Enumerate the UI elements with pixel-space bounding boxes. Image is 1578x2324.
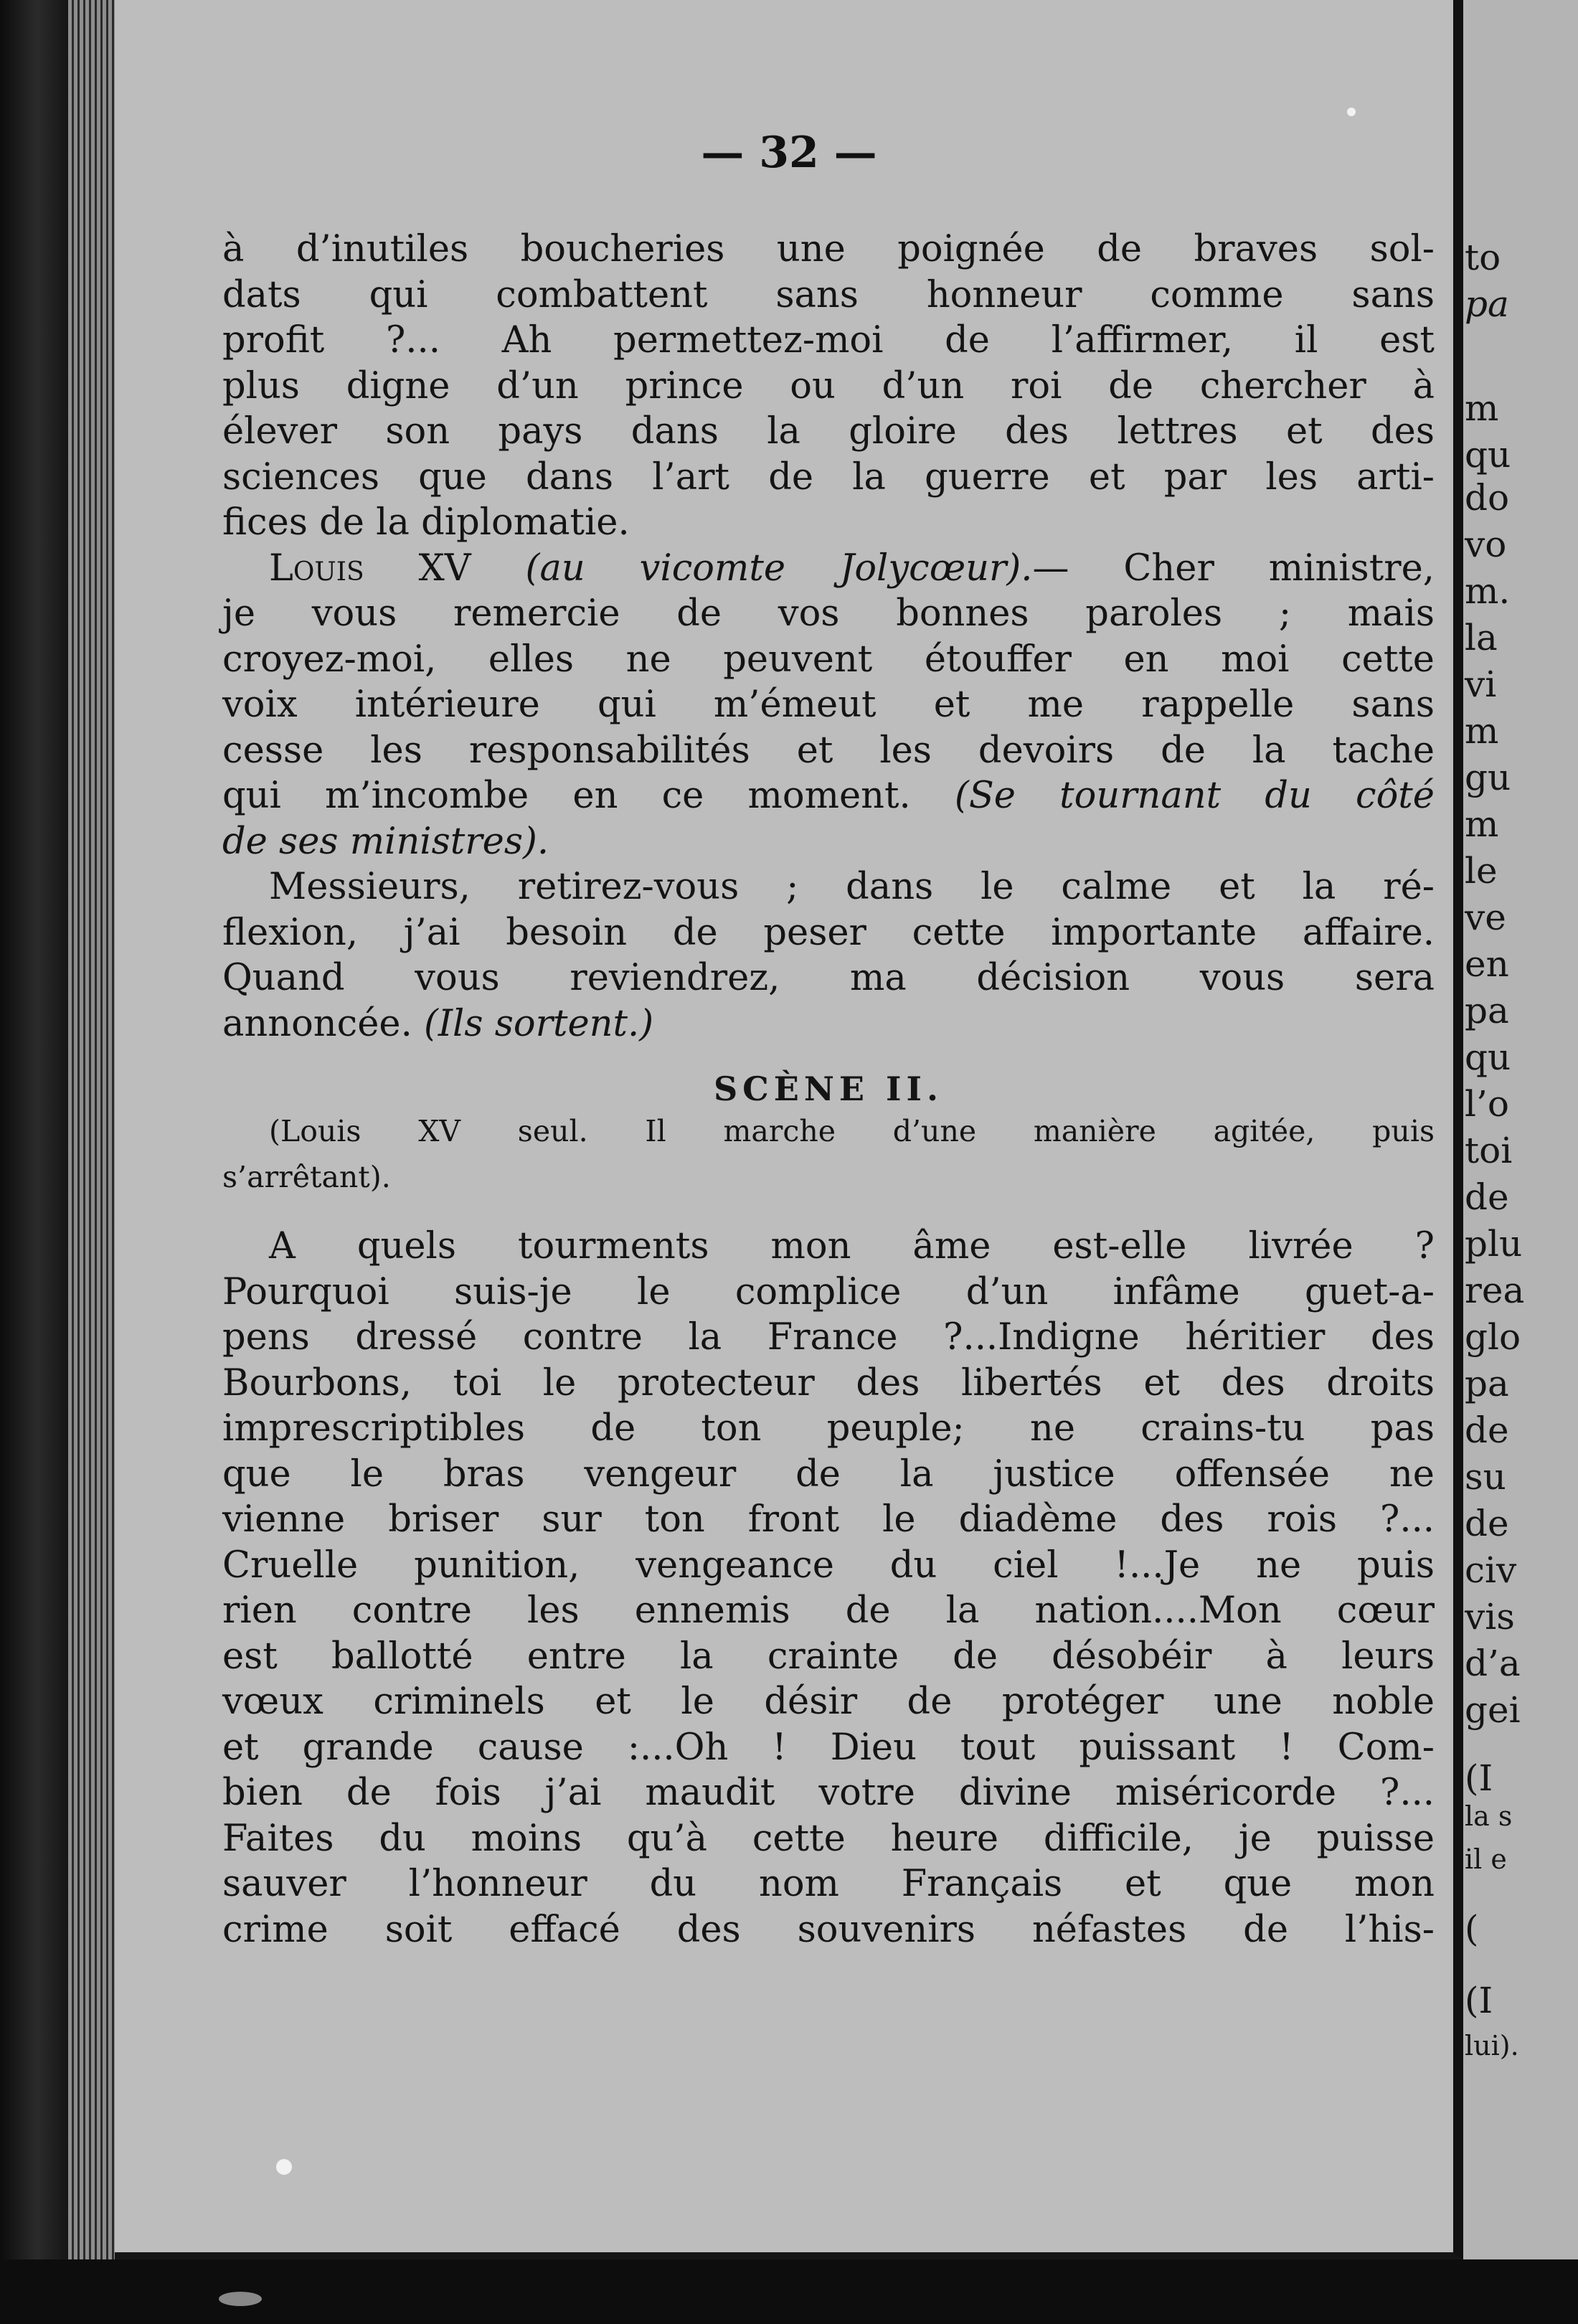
text-line: flexion, j’ai besoin de peser cette importante affaire.	[222, 911, 1435, 954]
scene-heading: SCÈNE II.	[713, 1069, 944, 1108]
next-page-text-fragment: en	[1465, 943, 1509, 985]
next-page-text-fragment: m	[1465, 710, 1499, 752]
stage-direction-inline: (au vicomte Jolycœur).	[525, 547, 1033, 590]
next-page-text-fragment: qu	[1465, 434, 1511, 476]
text-line: croyez-moi, elles ne peuvent étouffer en moi cette	[222, 638, 1435, 681]
text-fragment: qui m’incombe en ce moment.	[222, 775, 911, 817]
text-line: Pourquoi suis-je le complice d’un infâme guet-a-	[222, 1270, 1435, 1313]
next-page-text-fragment: de	[1465, 1409, 1509, 1451]
next-page-text-fragment: gei	[1465, 1689, 1521, 1731]
scan-speck	[1347, 108, 1356, 116]
next-page-text-fragment: pa	[1465, 1363, 1509, 1404]
text-line: et grande cause :...Oh ! Dieu tout puissant ! Com-	[222, 1726, 1435, 1769]
text-line: fices de la diplomatie.	[222, 501, 630, 544]
text-line: à d’inutiles boucheries une poignée de braves sol-	[222, 228, 1435, 270]
next-page-text-fragment: la	[1465, 617, 1498, 658]
page-number: — 32 —	[701, 128, 877, 178]
next-page-text-fragment: do	[1465, 477, 1510, 519]
text-line: bien de fois j’ai maudit votre divine miséricorde ?...	[222, 1772, 1435, 1814]
next-page-text-fragment: rea	[1465, 1270, 1525, 1311]
next-page-text-fragment: su	[1465, 1456, 1506, 1498]
paragraph-messieurs	[222, 864, 1435, 1047]
next-page-text-fragment: civ	[1465, 1549, 1517, 1591]
stage-direction-inline: (Ils sortent.)	[424, 1002, 654, 1045]
text-line: vienne briser sur ton front le diadème des rois ?...	[222, 1498, 1435, 1541]
next-page-text-fragment: vis	[1465, 1596, 1515, 1638]
stage-direction-inline: de ses ministres).	[222, 820, 549, 863]
next-page-text-fragment: toi	[1465, 1130, 1513, 1171]
text-line: crime soit effacé des souvenirs néfastes de l’his-	[222, 1908, 1435, 1951]
next-page-text-fragment: m.	[1465, 570, 1511, 612]
paragraph-continuation	[222, 227, 1435, 546]
page-body	[222, 227, 1435, 1952]
next-page-text-fragment: de	[1465, 1176, 1509, 1218]
stage-direction-inline: (Se tournant du côté	[954, 775, 1435, 817]
next-page-text-fragment: (I	[1465, 1980, 1493, 2021]
text-line: vœux criminels et le désir de protéger une noble	[222, 1681, 1435, 1723]
text-line: sauver l’honneur du nom Français et que mon	[222, 1863, 1435, 1905]
text-line: Cruelle punition, vengeance du ciel !...Je ne puis	[222, 1544, 1435, 1587]
text-line: A quels tourments mon âme est-elle livrée ?	[269, 1225, 1435, 1267]
paragraph-monologue	[222, 1224, 1435, 1952]
text-line: rien contre les ennemis de la nation....Mon cœur	[222, 1590, 1435, 1632]
text-line: élever son pays dans la gloire des lettres et des	[222, 410, 1435, 453]
book-binding-shadow	[0, 0, 68, 2324]
text-line: profit ?... Ah permettez-moi de l’affirmer, il est	[222, 319, 1435, 362]
next-page-text-fragment: l’o	[1465, 1083, 1509, 1125]
next-page-text-fragment: vi	[1465, 663, 1497, 705]
next-page-text-fragment: qu	[1465, 1036, 1511, 1078]
text-line: dats qui combattent sans honneur comme sans	[222, 273, 1435, 316]
text-line: pens dressé contre la France ?...Indigne héritier des	[222, 1316, 1435, 1359]
text-line: Faites du moins qu’à cette heure difficile, je puisse	[222, 1817, 1435, 1860]
text-line	[222, 546, 1435, 592]
next-page-fragment	[1463, 0, 1578, 2259]
page-edges	[68, 0, 118, 2267]
stage-direction	[222, 1111, 1435, 1202]
text-line: imprescriptibles de ton peuple; ne crains-tu pas	[222, 1407, 1435, 1450]
next-page-text-fragment: pa	[1465, 283, 1509, 325]
spacer	[222, 1202, 1435, 1224]
next-page-text-fragment: lui).	[1465, 2030, 1519, 2061]
text-line: que le bras vengeur de la justice offensée ne	[222, 1452, 1435, 1496]
text-fragment: — Cher ministre,	[1032, 547, 1435, 590]
text-line: sciences que dans l’art de la guerre et par les arti-	[222, 455, 1435, 499]
next-page-text-fragment: il e	[1465, 1843, 1507, 1875]
next-page-text-fragment: la s	[1465, 1800, 1513, 1832]
text-line	[222, 773, 1435, 819]
scan-speck	[219, 2292, 262, 2306]
next-page-text-fragment: (I	[1465, 1757, 1493, 1799]
text-line: cesse les responsabilités et les devoirs de la tache	[222, 729, 1435, 772]
text-line: est ballotté entre la crainte de désobéir à leurs	[222, 1635, 1435, 1678]
next-page-text-fragment: le	[1465, 850, 1498, 892]
text-fragment: annoncée.	[222, 1002, 412, 1045]
next-page-text-fragment: to	[1465, 237, 1501, 278]
next-page-text-fragment: d’a	[1465, 1643, 1521, 1684]
next-page-text-fragment: m	[1465, 387, 1499, 429]
scan-speck	[276, 2159, 292, 2175]
next-page-text-fragment: de	[1465, 1503, 1509, 1544]
text-line: (Louis XV seul. Il marche d’une manière agitée, puis	[269, 1114, 1435, 1148]
text-line: Bourbons, toi le protecteur des libertés et des droits	[222, 1361, 1435, 1404]
text-line: voix intérieure qui m’émeut et me rappelle sans	[222, 684, 1435, 726]
text-line: s’arrêtant).	[222, 1159, 391, 1194]
next-page-text-fragment: plu	[1465, 1223, 1523, 1265]
next-page-text-fragment: vo	[1465, 524, 1507, 565]
next-page-text-fragment: glo	[1465, 1316, 1521, 1358]
next-page-text-fragment: ve	[1465, 897, 1506, 938]
next-page-text-fragment: gu	[1465, 757, 1511, 798]
text-line: plus digne d’un prince ou d’un roi de chercher à	[222, 364, 1435, 407]
text-line: je vous remercie de vos bonnes paroles ; mais	[222, 592, 1435, 635]
text-line: Messieurs, retirez-vous ; dans le calme et la ré-	[269, 866, 1435, 908]
next-page-text-fragment: m	[1465, 803, 1499, 845]
next-page-text-fragment: (	[1465, 1908, 1479, 1950]
next-page-text-fragment: pa	[1465, 990, 1509, 1031]
speaker-name: Louis XV	[269, 547, 471, 590]
paragraph-louis-xv	[222, 546, 1435, 865]
text-line	[222, 1001, 1435, 1047]
text-line: Quand vous reviendrez, ma décision vous sera	[222, 957, 1435, 999]
